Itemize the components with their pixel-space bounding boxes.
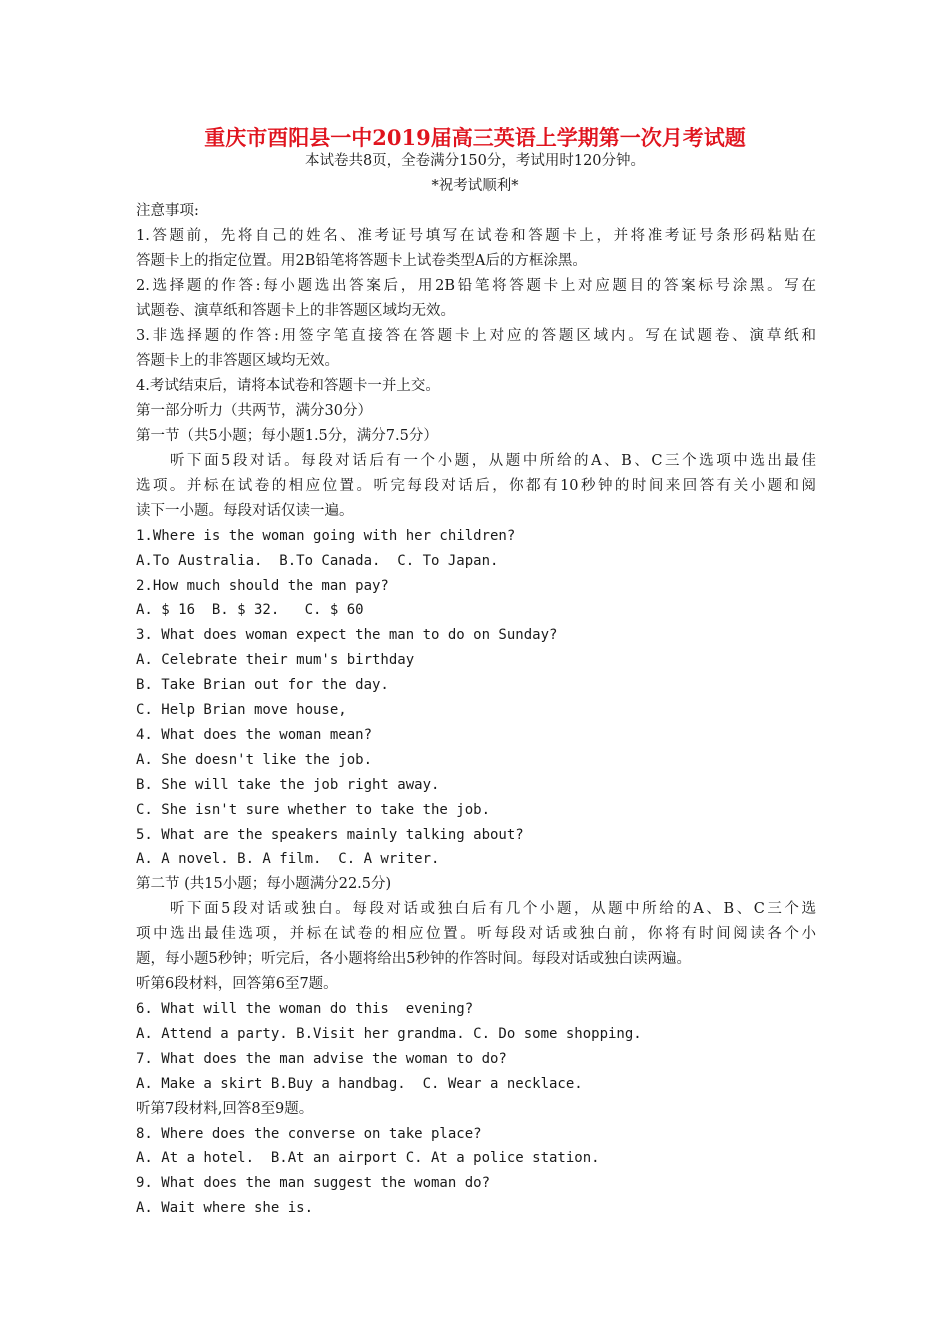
- question-line: 8. Where does the converse on take place?: [136, 1126, 482, 1142]
- material7-heading: 听第7段材料,回答8至9题。: [136, 1101, 314, 1117]
- material6-heading: 听第6段材料，回答第6至7题。: [136, 976, 338, 992]
- exam-title: 重庆市酉阳县一中2019届高三英语上学期第一次月考试题: [204, 125, 746, 150]
- option-line: B. Take Brian out for the day.: [136, 677, 389, 693]
- exam-subtitle: 本试卷共8页，全卷满分150分，考试用时120分钟。: [304, 153, 646, 169]
- option-line: A. Attend a party. B.Visit her grandma. C. Do some shopping.: [136, 1026, 642, 1042]
- notes-line: 3.非选择题的作答:用签字笔直接答在答题卡上对应的答题区域内。写在试题卷、演草纸和: [136, 328, 816, 344]
- question-line: 1.Where is the woman going with her children?: [136, 528, 516, 544]
- section2-instruction-line: 听下面5段对话或独白。每段对话或独白后有几个小题，从题中所给的A、B、C三个选: [170, 901, 816, 917]
- option-line: C. Help Brian move house,: [136, 702, 347, 718]
- option-line: A. Make a skirt B.Buy a handbag. C. Wear a necklace.: [136, 1076, 583, 1092]
- option-line: A. Wait where she is.: [136, 1200, 314, 1216]
- question-line: 9. What does the man suggest the woman do?: [136, 1175, 491, 1191]
- part1-heading: 第一部分听力（共两节，满分30分）: [136, 403, 372, 419]
- section1-heading: 第一节（共5小题；每小题1.5分，满分7.5分）: [136, 428, 438, 444]
- section2-instruction-line: 题，每小题5秒钟；听完后，各小题将给出5秒钟的作答时间。每段对话或独白读两遍。: [136, 951, 691, 967]
- notes-heading: 注意事项:: [136, 203, 199, 219]
- section1-instruction-line: 读下一小题。每段对话仅读一遍。: [136, 503, 354, 519]
- option-line: A. Celebrate their mum's birthday: [136, 652, 415, 668]
- option-line: C. She isn't sure whether to take the job.: [136, 802, 491, 818]
- option-line: A. At a hotel. B.At an airport C. At a police station.: [136, 1150, 600, 1166]
- option-line: A. $ 16 B. $ 32. C. $ 60: [136, 602, 364, 618]
- section2-heading: 第二节 (共15小题；每小题满分22.5分): [136, 876, 392, 892]
- question-line: 3. What does woman expect the man to do on Sunday?: [136, 627, 558, 643]
- section1-instruction-line: 听下面5段对话。每段对话后有一个小题，从题中所给的A、B、C三个选项中选出最佳: [170, 453, 816, 469]
- notes-line: 试题卷、演草纸和答题卡上的非答题区域均无效。: [136, 303, 455, 319]
- good-luck-line: *祝考试顺利*: [431, 178, 519, 194]
- option-line: A. She doesn't like the job.: [136, 752, 373, 768]
- option-line: B. She will take the job right away.: [136, 777, 440, 793]
- notes-line: 2.选择题的作答:每小题选出答案后，用2B铅笔将答题卡上对应题目的答案标号涂黑。写在: [136, 278, 816, 294]
- notes-line: 答题卡上的指定位置。用2B铅笔将答题卡上试卷类型A后的方框涂黑。: [136, 253, 587, 269]
- question-line: 4. What does the woman mean?: [136, 727, 373, 743]
- question-line: 2.How much should the man pay?: [136, 578, 389, 594]
- question-line: 7. What does the man advise the woman to do?: [136, 1051, 507, 1067]
- notes-line: 4.考试结束后，请将本试卷和答题卡一并上交。: [136, 378, 440, 394]
- notes-line: 答题卡上的非答题区域均无效。: [136, 353, 339, 369]
- question-line: 6. What will the woman do this evening?: [136, 1001, 474, 1017]
- section1-instruction-line: 选项。并标在试卷的相应位置。听完每段对话后，你都有10秒钟的时间来回答有关小题和阅: [136, 478, 816, 494]
- option-line: A.To Australia. B.To Canada. C. To Japan.: [136, 553, 499, 569]
- notes-line: 1.答题前，先将自己的姓名、准考证号填写在试卷和答题卡上，并将准考证号条形码粘贴在: [136, 228, 816, 244]
- option-line: A. A novel. B. A film. C. A writer.: [136, 851, 440, 867]
- question-line: 5. What are the speakers mainly talking about?: [136, 827, 524, 843]
- section2-instruction-line: 项中选出最佳选项，并标在试卷的相应位置。听每段对话或独白前，你将有时间阅读各个小: [136, 926, 816, 942]
